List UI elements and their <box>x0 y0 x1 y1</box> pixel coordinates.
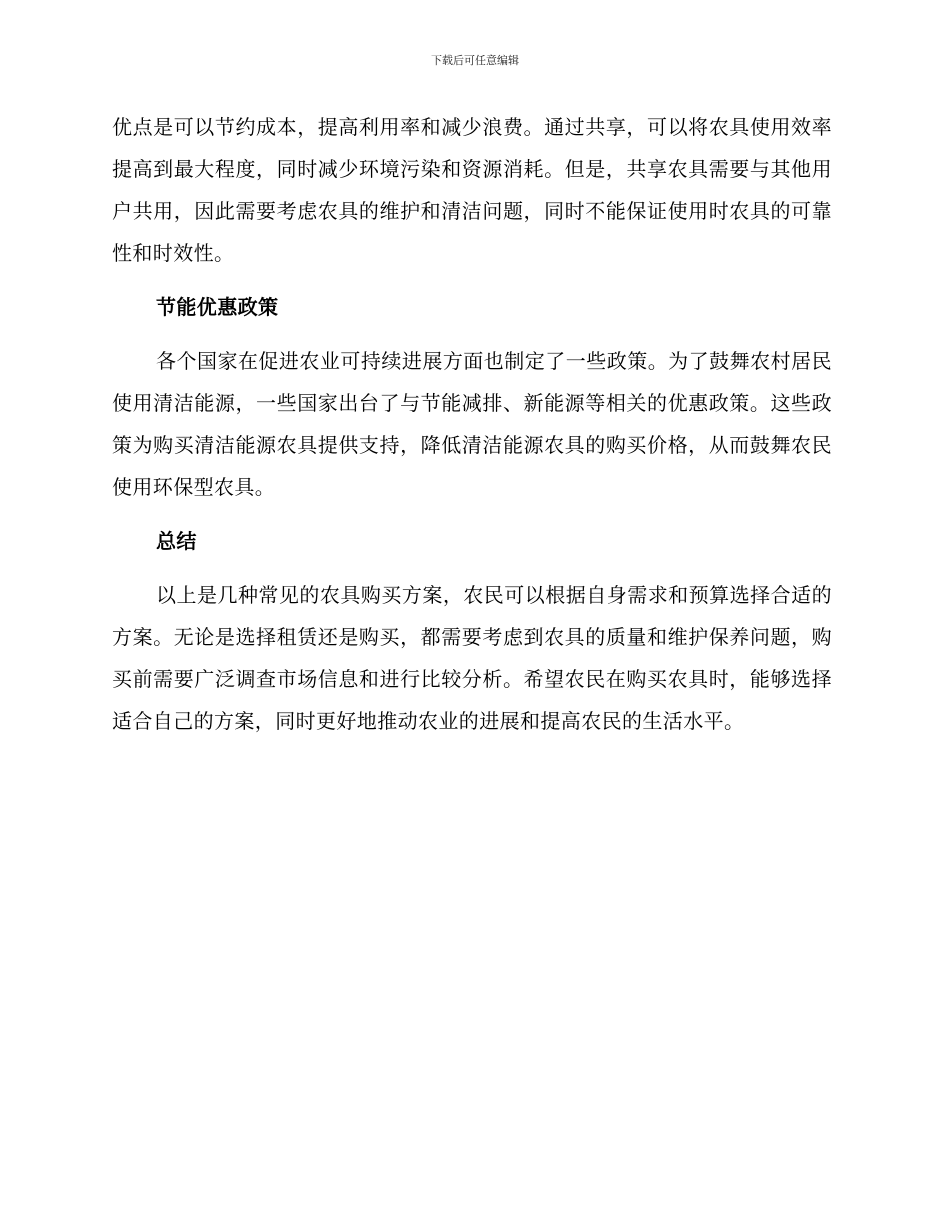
spacer <box>112 508 832 520</box>
spacer <box>112 562 832 574</box>
summary-paragraph: 以上是几种常见的农具购买方案，农民可以根据自身需求和预算选择合适的方案。无论是选择租赁还是购买，都需要考虑到农具的质量和维护保养问题，购买前需要广泛调查市场信息和进行比较分析。希望农民在购买农具时，能够选择适合自己的方案，同时更好地推动农业的进展和提高农民的生活水平。 <box>112 583 832 733</box>
policy-heading: 节能优惠政策 <box>156 295 279 319</box>
spacer <box>112 274 832 286</box>
spacer <box>112 328 832 340</box>
document-body <box>112 106 832 742</box>
page-header: 下载后可任意编辑 <box>431 54 519 67</box>
policy-paragraph: 各个国家在促进农业可持续进展方面也制定了一些政策。为了鼓舞农村居民使用清洁能源，一些国家出台了与节能减排、新能源等相关的优惠政策。这些政策为购买清洁能源农具提供支持，降低清洁能源农具的购买价格，从而鼓舞农民使用环保型农具。 <box>112 349 832 499</box>
intro-paragraph: 优点是可以节约成本，提高利用率和减少浪费。通过共享，可以将农具使用效率提高到最大程度，同时减少环境污染和资源消耗。但是，共享农具需要与其他用户共用，因此需要考虑农具的维护和清洁问题，同时不能保证使用时农具的可靠性和时效性。 <box>112 115 832 265</box>
summary-heading: 总结 <box>156 529 197 553</box>
